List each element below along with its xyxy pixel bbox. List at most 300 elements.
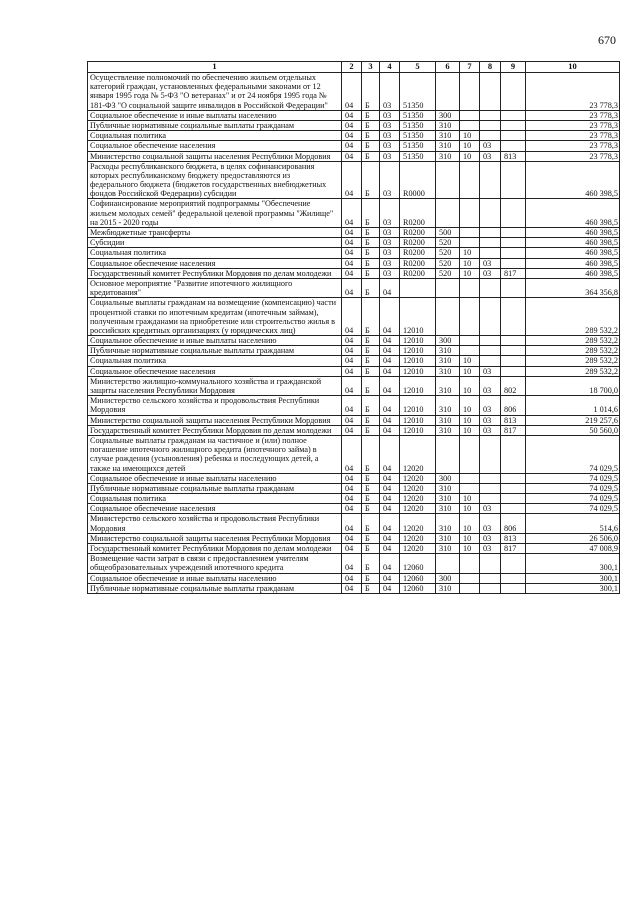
cell-col-2: 04 <box>342 435 362 473</box>
cell-col-7 <box>460 298 480 336</box>
cell-col-9 <box>501 483 526 493</box>
cell-col-4: 04 <box>380 573 400 583</box>
cell-col-3: Б <box>362 161 380 199</box>
cell-col-5: 12020 <box>400 435 436 473</box>
table-row <box>88 141 620 151</box>
table-row <box>88 483 620 493</box>
cell-col-4: 03 <box>380 248 400 258</box>
column-header: 6 <box>436 62 460 73</box>
cell-col-4: 04 <box>380 435 400 473</box>
column-header: 3 <box>362 62 380 73</box>
row-name: Публичные нормативные социальные выплаты гражданам <box>88 346 342 356</box>
cell-col-3: Б <box>362 435 380 473</box>
cell-col-8 <box>480 435 501 473</box>
cell-col-3: Б <box>362 131 380 141</box>
cell-col-4: 03 <box>380 110 400 120</box>
cell-col-2: 04 <box>342 110 362 120</box>
cell-col-6: 300 <box>436 573 460 583</box>
row-amount: 289 532,2 <box>526 298 620 336</box>
table-row <box>88 415 620 425</box>
cell-col-8: 03 <box>480 366 501 376</box>
cell-col-7 <box>460 228 480 238</box>
cell-col-5: 12010 <box>400 366 436 376</box>
cell-col-2: 04 <box>342 514 362 533</box>
table-row <box>88 473 620 483</box>
cell-col-3: Б <box>362 151 380 161</box>
cell-col-9 <box>501 73 526 111</box>
cell-col-8: 03 <box>480 544 501 554</box>
table-row <box>88 533 620 543</box>
row-name: Социальное обеспечение населения <box>88 258 342 268</box>
row-amount: 26 506,0 <box>526 533 620 543</box>
cell-col-6 <box>436 298 460 336</box>
cell-col-7: 10 <box>460 258 480 268</box>
cell-col-4: 04 <box>380 494 400 504</box>
row-amount: 514,6 <box>526 514 620 533</box>
cell-col-4: 04 <box>380 366 400 376</box>
cell-col-3: Б <box>362 425 380 435</box>
table-row <box>88 435 620 473</box>
row-amount: 74 029,5 <box>526 483 620 493</box>
cell-col-3: Б <box>362 258 380 268</box>
cell-col-7 <box>460 161 480 199</box>
cell-col-3: Б <box>362 336 380 346</box>
cell-col-5: 12020 <box>400 483 436 493</box>
cell-col-3: Б <box>362 199 380 228</box>
table-row <box>88 151 620 161</box>
table-row <box>88 544 620 554</box>
cell-col-8: 03 <box>480 533 501 543</box>
cell-col-2: 04 <box>342 366 362 376</box>
cell-col-5: R0200 <box>400 199 436 228</box>
cell-col-7 <box>460 199 480 228</box>
cell-col-7 <box>460 336 480 346</box>
row-name: Государственный комитет Республики Мордовия по делам молодежи <box>88 268 342 278</box>
cell-col-7 <box>460 583 480 593</box>
column-header: 10 <box>526 62 620 73</box>
cell-col-4: 04 <box>380 278 400 297</box>
row-name: Публичные нормативные социальные выплаты гражданам <box>88 120 342 130</box>
row-name: Социальная политика <box>88 494 342 504</box>
cell-col-2: 04 <box>342 415 362 425</box>
row-amount: 460 398,5 <box>526 258 620 268</box>
cell-col-9 <box>501 238 526 248</box>
cell-col-6: 310 <box>436 514 460 533</box>
cell-col-2: 04 <box>342 554 362 573</box>
cell-col-9: 813 <box>501 533 526 543</box>
table-row <box>88 268 620 278</box>
cell-col-4: 04 <box>380 514 400 533</box>
cell-col-4: 03 <box>380 120 400 130</box>
table-row <box>88 228 620 238</box>
cell-col-5: 51350 <box>400 141 436 151</box>
cell-col-9 <box>501 573 526 583</box>
budget-table <box>87 61 620 594</box>
row-amount: 74 029,5 <box>526 435 620 473</box>
cell-col-7: 10 <box>460 366 480 376</box>
cell-col-9 <box>501 336 526 346</box>
row-amount: 460 398,5 <box>526 238 620 248</box>
cell-col-8 <box>480 356 501 366</box>
cell-col-5: 12010 <box>400 425 436 435</box>
cell-col-2: 04 <box>342 228 362 238</box>
cell-col-4: 04 <box>380 483 400 493</box>
cell-col-2: 04 <box>342 248 362 258</box>
cell-col-2: 04 <box>342 396 362 415</box>
cell-col-3: Б <box>362 396 380 415</box>
cell-col-5: 12020 <box>400 514 436 533</box>
cell-col-6: 310 <box>436 504 460 514</box>
cell-col-8 <box>480 161 501 199</box>
cell-col-6: 300 <box>436 110 460 120</box>
cell-col-7 <box>460 278 480 297</box>
cell-col-7 <box>460 473 480 483</box>
cell-col-5: R0200 <box>400 258 436 268</box>
cell-col-8 <box>480 120 501 130</box>
row-name: Министерство сельского хозяйства и продовольствия Республики Мордовия <box>88 396 342 415</box>
cell-col-9 <box>501 554 526 573</box>
table-row <box>88 425 620 435</box>
cell-col-6: 310 <box>436 366 460 376</box>
cell-col-7 <box>460 73 480 111</box>
table-row <box>88 199 620 228</box>
cell-col-2: 04 <box>342 298 362 336</box>
table-row <box>88 514 620 533</box>
cell-col-6: 520 <box>436 248 460 258</box>
cell-col-3: Б <box>362 346 380 356</box>
row-name: Социальные выплаты гражданам на возмещение (компенсацию) части процентной ставки по ипотечным кредитам (ипотечным займам), полученным гражданами на приобретение или строительство жилья в российских кредитных организациях (у юридических лиц) <box>88 298 342 336</box>
column-header: 2 <box>342 62 362 73</box>
cell-col-4: 03 <box>380 238 400 248</box>
cell-col-8: 03 <box>480 504 501 514</box>
cell-col-7: 10 <box>460 514 480 533</box>
cell-col-7: 10 <box>460 396 480 415</box>
row-amount: 23 778,3 <box>526 73 620 111</box>
cell-col-6: 520 <box>436 258 460 268</box>
cell-col-8 <box>480 494 501 504</box>
cell-col-4: 03 <box>380 268 400 278</box>
cell-col-4: 04 <box>380 298 400 336</box>
cell-col-3: Б <box>362 494 380 504</box>
cell-col-8: 03 <box>480 151 501 161</box>
row-name: Социальное обеспечение и иные выплаты населению <box>88 110 342 120</box>
cell-col-5: 12010 <box>400 346 436 356</box>
cell-col-3: Б <box>362 366 380 376</box>
cell-col-2: 04 <box>342 483 362 493</box>
table-row <box>88 366 620 376</box>
row-name: Расходы республиканского бюджета, в целях софинансирования которых республиканскому бюджету предоставляются из федерального бюджета (бюджетов государственных внебюджетных фондов Российской Федерации) субсидии <box>88 161 342 199</box>
cell-col-8: 03 <box>480 415 501 425</box>
cell-col-7 <box>460 435 480 473</box>
cell-col-7: 10 <box>460 131 480 141</box>
row-amount: 300,1 <box>526 554 620 573</box>
cell-col-2: 04 <box>342 346 362 356</box>
table-row <box>88 336 620 346</box>
cell-col-8 <box>480 573 501 583</box>
cell-col-6: 310 <box>436 583 460 593</box>
cell-col-7: 10 <box>460 504 480 514</box>
cell-col-2: 04 <box>342 141 362 151</box>
cell-col-8 <box>480 554 501 573</box>
cell-col-8: 03 <box>480 141 501 151</box>
cell-col-3: Б <box>362 356 380 366</box>
cell-col-8: 03 <box>480 514 501 533</box>
cell-col-5: 12010 <box>400 396 436 415</box>
row-amount: 460 398,5 <box>526 248 620 258</box>
cell-col-5: 51350 <box>400 131 436 141</box>
cell-col-2: 04 <box>342 376 362 395</box>
cell-col-5: 12020 <box>400 544 436 554</box>
cell-col-4: 04 <box>380 376 400 395</box>
cell-col-6: 310 <box>436 131 460 141</box>
cell-col-3: Б <box>362 554 380 573</box>
cell-col-4: 04 <box>380 473 400 483</box>
cell-col-5: 51350 <box>400 73 436 111</box>
cell-col-4: 03 <box>380 258 400 268</box>
cell-col-9 <box>501 473 526 483</box>
row-amount: 18 700,0 <box>526 376 620 395</box>
column-header: 4 <box>380 62 400 73</box>
row-name: Министерство социальной защиты населения Республики Мордовия <box>88 151 342 161</box>
cell-col-7: 10 <box>460 356 480 366</box>
cell-col-6 <box>436 73 460 111</box>
cell-col-7: 10 <box>460 533 480 543</box>
page-number: 670 <box>598 33 616 47</box>
cell-col-2: 04 <box>342 258 362 268</box>
row-name: Межбюджетные трансферты <box>88 228 342 238</box>
cell-col-8 <box>480 346 501 356</box>
row-amount: 289 532,2 <box>526 366 620 376</box>
table-header-row <box>88 62 620 73</box>
cell-col-5: 12060 <box>400 573 436 583</box>
cell-col-5: R0200 <box>400 238 436 248</box>
row-amount: 460 398,5 <box>526 199 620 228</box>
cell-col-2: 04 <box>342 151 362 161</box>
table-row <box>88 346 620 356</box>
cell-col-8 <box>480 298 501 336</box>
cell-col-5 <box>400 278 436 297</box>
table-row <box>88 356 620 366</box>
cell-col-9 <box>501 504 526 514</box>
row-amount: 300,1 <box>526 583 620 593</box>
cell-col-9 <box>501 110 526 120</box>
table-row <box>88 278 620 297</box>
column-header: 5 <box>400 62 436 73</box>
cell-col-4: 04 <box>380 533 400 543</box>
cell-col-4: 04 <box>380 554 400 573</box>
cell-col-7: 10 <box>460 376 480 395</box>
cell-col-4: 04 <box>380 544 400 554</box>
cell-col-5: 12010 <box>400 415 436 425</box>
cell-col-3: Б <box>362 504 380 514</box>
cell-col-9 <box>501 248 526 258</box>
cell-col-3: Б <box>362 376 380 395</box>
cell-col-4: 04 <box>380 336 400 346</box>
cell-col-3: Б <box>362 248 380 258</box>
cell-col-7 <box>460 110 480 120</box>
cell-col-5: R0200 <box>400 248 436 258</box>
cell-col-9 <box>501 228 526 238</box>
cell-col-9 <box>501 346 526 356</box>
cell-col-6 <box>436 199 460 228</box>
row-name: Осуществление полномочий по обеспечению жильем отдельных категорий граждан, установленных федеральными законами от 12 января 1995 года № 5-ФЗ "О ветеранах" и от 24 ноября 1995 года № 181-ФЗ "О социальной защите инвалидов в Российской Федерации" <box>88 73 342 111</box>
cell-col-8 <box>480 473 501 483</box>
cell-col-3: Б <box>362 278 380 297</box>
cell-col-7 <box>460 120 480 130</box>
cell-col-8: 03 <box>480 268 501 278</box>
row-name: Министерство жилищно-коммунального хозяйства и гражданской защиты населения Республики Мордовия <box>88 376 342 395</box>
cell-col-5: R0000 <box>400 161 436 199</box>
cell-col-6: 310 <box>436 425 460 435</box>
row-name: Социальное обеспечение населения <box>88 141 342 151</box>
cell-col-2: 04 <box>342 583 362 593</box>
row-amount: 23 778,3 <box>526 131 620 141</box>
row-name: Социальная политика <box>88 248 342 258</box>
cell-col-5: 12010 <box>400 376 436 395</box>
cell-col-5: 12010 <box>400 356 436 366</box>
cell-col-3: Б <box>362 73 380 111</box>
cell-col-6: 520 <box>436 268 460 278</box>
cell-col-9 <box>501 366 526 376</box>
row-amount: 23 778,3 <box>526 110 620 120</box>
cell-col-4: 04 <box>380 415 400 425</box>
row-amount: 219 257,6 <box>526 415 620 425</box>
cell-col-7: 10 <box>460 415 480 425</box>
cell-col-3: Б <box>362 228 380 238</box>
row-amount: 74 029,5 <box>526 494 620 504</box>
row-name: Социальная политика <box>88 356 342 366</box>
cell-col-6 <box>436 161 460 199</box>
row-name: Социальное обеспечение населения <box>88 504 342 514</box>
cell-col-8 <box>480 73 501 111</box>
cell-col-6: 310 <box>436 346 460 356</box>
cell-col-4: 04 <box>380 356 400 366</box>
cell-col-5: 51350 <box>400 110 436 120</box>
cell-col-7: 10 <box>460 494 480 504</box>
row-amount: 289 532,2 <box>526 346 620 356</box>
row-name: Министерство социальной защиты населения Республики Мордовия <box>88 415 342 425</box>
row-name: Возмещение части затрат в связи с предоставлением учителям общеобразовательных учреждений ипотечного кредита <box>88 554 342 573</box>
cell-col-3: Б <box>362 514 380 533</box>
table-row <box>88 504 620 514</box>
row-name: Социальное обеспечение и иные выплаты населению <box>88 573 342 583</box>
row-name: Софинансирование мероприятий подпрограммы "Обеспечение жильем молодых семей" федеральной целевой программы "Жилище" на 2015 - 2020 годы <box>88 199 342 228</box>
cell-col-6: 310 <box>436 356 460 366</box>
cell-col-2: 04 <box>342 573 362 583</box>
cell-col-3: Б <box>362 533 380 543</box>
cell-col-6: 310 <box>436 376 460 395</box>
row-name: Публичные нормативные социальные выплаты гражданам <box>88 483 342 493</box>
cell-col-6: 310 <box>436 120 460 130</box>
row-amount: 460 398,5 <box>526 161 620 199</box>
cell-col-6 <box>436 554 460 573</box>
cell-col-8 <box>480 278 501 297</box>
row-amount: 289 532,2 <box>526 336 620 346</box>
cell-col-2: 04 <box>342 473 362 483</box>
cell-col-9 <box>501 141 526 151</box>
cell-col-2: 04 <box>342 494 362 504</box>
cell-col-5: R0200 <box>400 228 436 238</box>
row-amount: 23 778,3 <box>526 141 620 151</box>
cell-col-6: 500 <box>436 228 460 238</box>
cell-col-5: 51350 <box>400 120 436 130</box>
cell-col-2: 04 <box>342 131 362 141</box>
row-amount: 23 778,3 <box>526 151 620 161</box>
cell-col-7 <box>460 573 480 583</box>
cell-col-6: 310 <box>436 494 460 504</box>
cell-col-3: Б <box>362 483 380 493</box>
cell-col-2: 04 <box>342 120 362 130</box>
cell-col-2: 04 <box>342 73 362 111</box>
cell-col-2: 04 <box>342 268 362 278</box>
cell-col-3: Б <box>362 110 380 120</box>
table-row <box>88 583 620 593</box>
table-body <box>88 73 620 594</box>
table-row <box>88 258 620 268</box>
cell-col-2: 04 <box>342 199 362 228</box>
cell-col-5: 12010 <box>400 336 436 346</box>
cell-col-3: Б <box>362 141 380 151</box>
cell-col-4: 03 <box>380 161 400 199</box>
row-name: Основное мероприятие "Развитие ипотечного жилищного кредитования" <box>88 278 342 297</box>
cell-col-8: 03 <box>480 258 501 268</box>
cell-col-2: 04 <box>342 238 362 248</box>
row-name: Министерство сельского хозяйства и продовольствия Республики Мордовия <box>88 514 342 533</box>
cell-col-6: 300 <box>436 473 460 483</box>
cell-col-8 <box>480 583 501 593</box>
row-amount: 289 532,2 <box>526 356 620 366</box>
cell-col-5: 12060 <box>400 554 436 573</box>
cell-col-7 <box>460 554 480 573</box>
cell-col-9: 806 <box>501 514 526 533</box>
cell-col-9 <box>501 161 526 199</box>
cell-col-3: Б <box>362 544 380 554</box>
cell-col-4: 03 <box>380 131 400 141</box>
table-row <box>88 161 620 199</box>
cell-col-6: 310 <box>436 396 460 415</box>
table-row <box>88 248 620 258</box>
cell-col-9: 817 <box>501 425 526 435</box>
cell-col-6: 310 <box>436 151 460 161</box>
table-row <box>88 396 620 415</box>
cell-col-8: 03 <box>480 396 501 415</box>
row-amount: 460 398,5 <box>526 228 620 238</box>
cell-col-9 <box>501 435 526 473</box>
cell-col-9 <box>501 199 526 228</box>
cell-col-7: 10 <box>460 151 480 161</box>
cell-col-7 <box>460 346 480 356</box>
cell-col-8 <box>480 228 501 238</box>
table-row <box>88 120 620 130</box>
cell-col-8 <box>480 110 501 120</box>
row-name: Социальная политика <box>88 131 342 141</box>
table-row <box>88 238 620 248</box>
table-row <box>88 73 620 111</box>
cell-col-3: Б <box>362 573 380 583</box>
cell-col-6 <box>436 278 460 297</box>
cell-col-9: 817 <box>501 544 526 554</box>
cell-col-8: 03 <box>480 425 501 435</box>
cell-col-8 <box>480 131 501 141</box>
cell-col-4: 03 <box>380 73 400 111</box>
cell-col-3: Б <box>362 415 380 425</box>
column-header: 9 <box>501 62 526 73</box>
cell-col-9 <box>501 131 526 141</box>
cell-col-4: 04 <box>380 396 400 415</box>
cell-col-9: 813 <box>501 151 526 161</box>
cell-col-5: 12020 <box>400 504 436 514</box>
table-row <box>88 573 620 583</box>
